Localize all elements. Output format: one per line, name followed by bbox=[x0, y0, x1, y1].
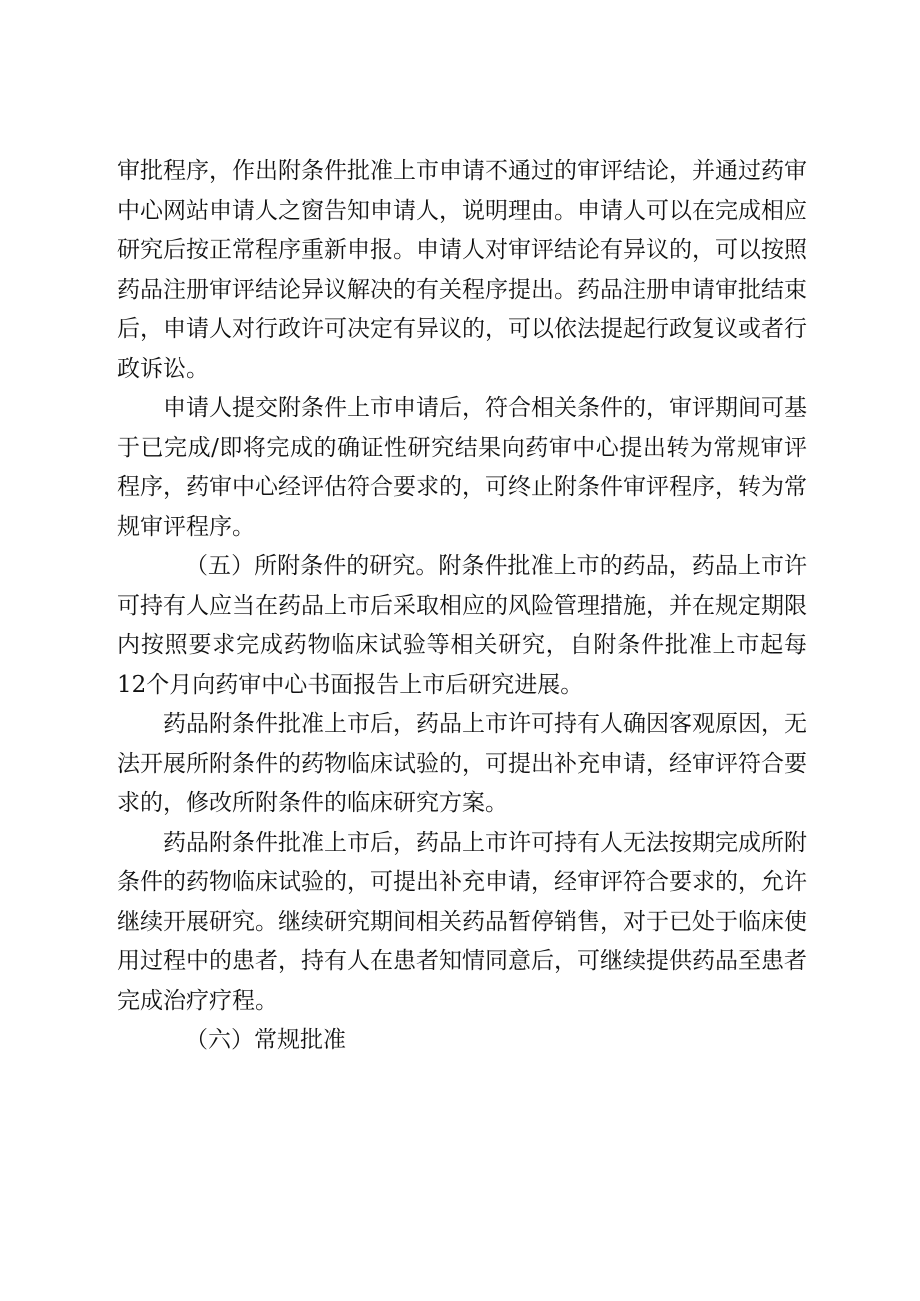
paragraph-continuation: 审批程序，作出附条件批准上市申请不通过的审评结论，并通过药审中心网站申请人之窗告知申请人，说明理由。申请人可以在完成相应研究后按正常程序重新申报。申请人对审评结论有异议的，可以按照药品注册审评结论异议解决的有关程序提出。药品注册申请审批结束后，申请人对行政许可决定有异议的，可以依法提起行政复议或者行政诉讼。 bbox=[117, 158, 807, 382]
document-body bbox=[117, 152, 807, 1061]
section-heading-attached-conditions-research: （五）所附条件的研究。附条件批准上市的药品，药品上市许可持有人应当在药品上市后采取相应的风险管理措施，并在规定期限内按照要求完成药物临床试验等相关研究，自附条件批准上市起每12个月向药审中心书面报告上市后研究进展。 bbox=[117, 553, 807, 698]
paragraph-modify-clinical-plan: 药品附条件批准上市后，药品上市许可持有人确因客观原因，无法开展所附条件的药物临床试验的，可提出补充申请，经审评符合要求的，修改所附条件的临床研究方案。 bbox=[117, 711, 807, 816]
section-heading-regular-approval: （六）常规批准 bbox=[185, 1027, 346, 1053]
paragraph-conversion-to-regular-review: 申请人提交附条件上市申请后，符合相关条件的，审评期间可基于已完成/即将完成的确证性研究结果向药审中心提出转为常规审评程序，药审中心经评估符合要求的，可终止附条件审评程序，转为常规审评程序。 bbox=[117, 395, 807, 540]
paragraph-continue-research: 药品附条件批准上市后，药品上市许可持有人无法按期完成所附条件的药物临床试验的，可提出补充申请，经审评符合要求的，允许继续开展研究。继续研究期间相关药品暂停销售，对于已处于临床使用过程中的患者，持有人在患者知情同意后，可继续提供药品至患者完成治疗疗程。 bbox=[117, 829, 807, 1014]
